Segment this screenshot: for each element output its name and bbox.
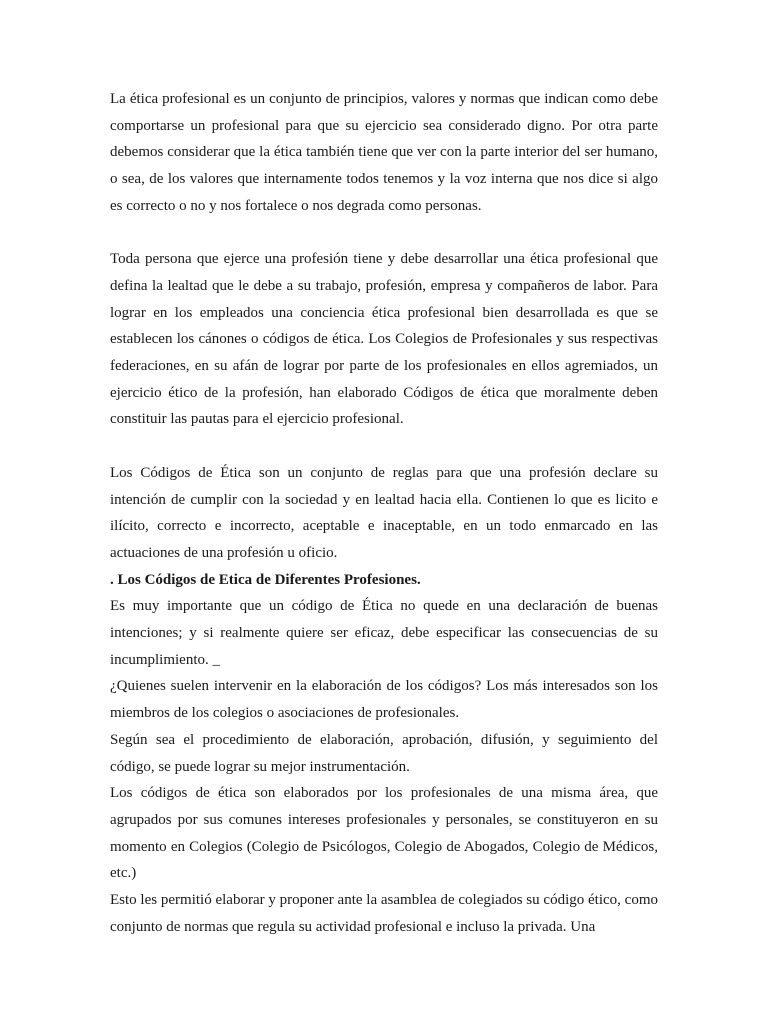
- paragraph-elaboracion: Los códigos de ética son elaborados por los profesionales de una misma área, que agrupados por sus comunes intereses profesionales y personales, se constituyeron en su momento en Colegios (Colegio de Psicólogos, Colegio de Abogados, Colegio de Médicos, etc.): [110, 785, 658, 882]
- document-page: [110, 86, 658, 940]
- paragraph-procedimiento: Según sea el procedimiento de elaboración, aprobación, difusión, y seguimiento del código, se puede lograr su mejor instrumentación.: [110, 731, 658, 775]
- paragraph-quienes-intervienen: ¿Quienes suelen intervenir en la elaboración de los códigos? Los más interesados son los miembros de los colegios o asociaciones de profesionales.: [110, 678, 658, 722]
- section-heading: . Los Códigos de Etica de Diferentes Profesiones.: [110, 571, 421, 588]
- paragraph-importancia: Es muy importante que un código de Ética no quede en una declaración de buenas intenciones; y si realmente quiere ser eficaz, debe especificar las consecuencias de su incumplimiento. _: [110, 598, 658, 668]
- paragraph-codigos-de-etica: Los Códigos de Ética son un conjunto de reglas para que una profesión declare su intención de cumplir con la sociedad y en lealtad hacia ella. Contienen lo que es licito e ilícito, correcto e incorrecto, aceptable e inaceptable, en un todo enmarcado en las actuaciones de una profesión u oficio.: [110, 464, 658, 561]
- paragraph-toda-persona: Toda persona que ejerce una profesión tiene y debe desarrollar una ética profesional que defina la lealtad que le debe a su trabajo, profesión, empresa y compañeros de labor. Para lograr en los empleados una conciencia ética profesional bien desarrollada es que se establecen los cánones o códigos de ética. Los Colegios de Profesionales y sus respectivas federaciones, en su afán de lograr por parte de los profesionales en ellos agremiados, un ejercicio ético de la profesión, han elaborado Códigos de ética que moralmente deben constituir las pautas para el ejercicio profesional.: [110, 251, 658, 428]
- paragraph-asamblea: Esto les permitió elaborar y proponer ante la asamblea de colegiados su código ético, como conjunto de normas que regula su actividad profesional e incluso la privada. Una: [110, 892, 658, 935]
- paragraph-etica-profesional: La ética profesional es un conjunto de principios, valores y normas que indican como debe comportarse un profesional para que su ejercicio sea considerado digno. Por otra parte debemos considerar que la ética también tiene que ver con la parte interior del ser humano, o sea, de los valores que internamente todos tenemos y la voz interna que nos dice si algo es correcto o no y nos fortalece o nos degrada como personas.: [110, 91, 658, 214]
